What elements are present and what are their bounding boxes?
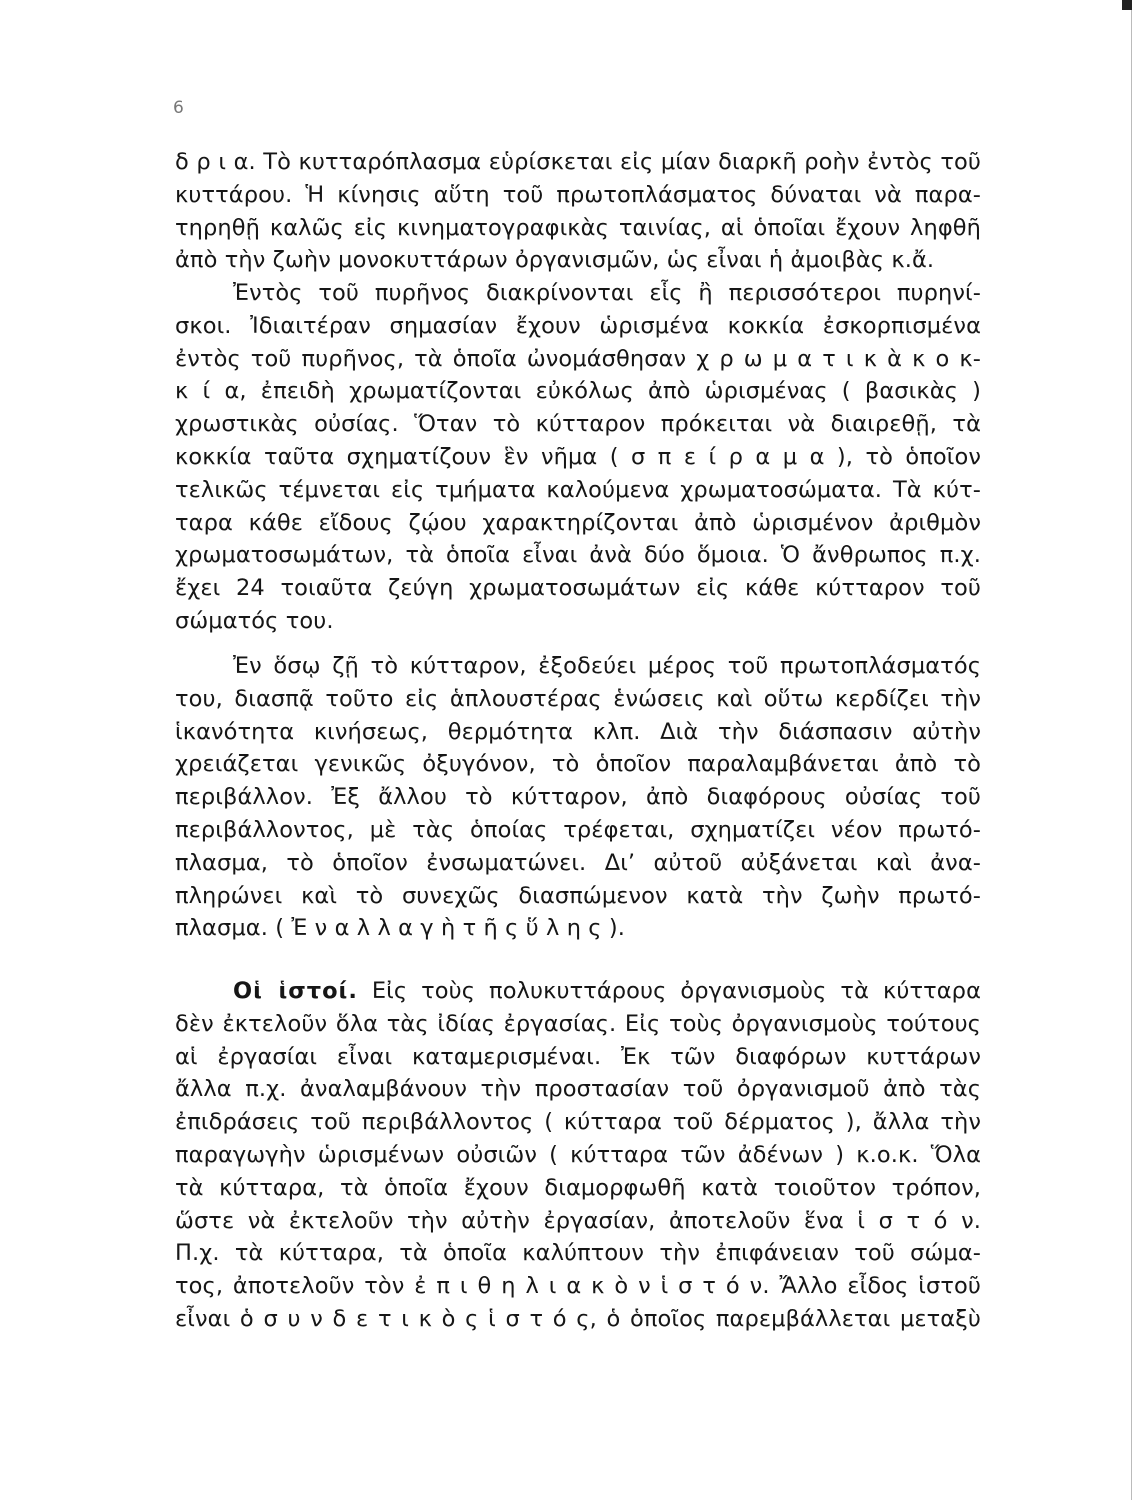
text-line: παραγωγὴν ὡρισμένων οὐσιῶν ( κύτταρα τῶν ἀδένων ) κ.ο.κ. Ὅλα bbox=[175, 1141, 981, 1168]
section-heading: Οἱ ἱστοί. bbox=[233, 978, 358, 1004]
paragraph-2 bbox=[175, 277, 981, 638]
text-line: ἀπὸ τὴν ζωὴν μονοκυττάρων ὀργανισμῶν, ὡς εἶναι ἡ ἀμοιβὰς κ.ἄ. bbox=[175, 247, 935, 274]
text-line: σκοι. Ἰδιαιτέραν σημασίαν ἔχουν ὡρισμένα κοκκία ἐσκορπισμένα bbox=[175, 312, 981, 339]
text-line: τος, ἀποτελοῦν τὸν ἐ π ι θ η λ ι α κ ὸ ν ἱ σ τ ό ν. Ἄλλο εἶδος ἱστοῦ bbox=[175, 1273, 981, 1300]
text-line: Ἐν ὅσῳ ζῇ τὸ κύτταρον, ἐξοδεύει μέρος τοῦ πρωτοπλάσματός bbox=[233, 653, 981, 679]
text-line: τὰ κύτταρα, τὰ ὁποῖα ἔχουν διαμορφωθῆ κατὰ τοιοῦτον τρόπον, bbox=[175, 1174, 981, 1201]
text-line: ὥστε νὰ ἐκτελοῦν τὴν αὐτὴν ἐργασίαν, ἀποτελοῦν ἕνα ἱ σ τ ό ν. bbox=[175, 1207, 981, 1234]
text-line: ταρα κάθε εἴδους ζῴου χαρακτηρίζονται ἀπὸ ὡρισμένον ἀριθμὸν bbox=[175, 509, 981, 536]
text-line: τελικῶς τέμνεται εἰς τμήματα καλούμενα χρωματοσώματα. Τὰ κύτ- bbox=[175, 476, 981, 503]
text-line: χρειάζεται γενικῶς ὀξυγόνον, τὸ ὁποῖον παραλαμβάνεται ἀπὸ τὸ bbox=[175, 751, 981, 778]
text-line: πληρώνει καὶ τὸ συνεχῶς διασπώμενον κατὰ τὴν ζωὴν πρωτό- bbox=[175, 882, 981, 909]
text-line: Ἐντὸς τοῦ πυρῆνος διακρίνονται εἷς ἢ περισσότεροι πυρηνί- bbox=[233, 280, 981, 306]
text-line: περιβάλλον. Ἐξ ἄλλου τὸ κύτταρον, ἀπὸ διαφόρους οὐσίας τοῦ bbox=[175, 784, 981, 811]
text-line: του, διασπᾷ τοῦτο εἰς ἁπλουστέρας ἑνώσεις καὶ οὕτω κερδίζει τὴν bbox=[175, 685, 981, 712]
text-line: εἶναι ὁ σ υ ν δ ε τ ι κ ὸ ς ἱ σ τ ό ς, ὁ ὁποῖος παρεμβάλλεται μεταξὺ bbox=[175, 1305, 981, 1332]
scan-corner-mark bbox=[1122, 0, 1132, 10]
section-first-line-text: Εἰς τοὺς πολυκυττάρους ὀργανισμοὺς τὰ κύτταρα bbox=[371, 978, 981, 1004]
text-line: Π.χ. τὰ κύτταρα, τὰ ὁποῖα καλύπτουν τὴν ἐπιφάνειαν τοῦ σώμα- bbox=[175, 1240, 981, 1267]
text-line: πλασμα, τὸ ὁποῖον ἐνσωματώνει. Δι’ αὐτοῦ αὐξάνεται καὶ ἀνα- bbox=[175, 849, 981, 876]
paragraph-3 bbox=[175, 650, 981, 945]
text-line: ἐπιδράσεις τοῦ περιβάλλοντος ( κύτταρα τοῦ δέρματος ), ἄλλα τὴν bbox=[175, 1109, 981, 1136]
text-line: δὲν ἐκτελοῦν ὅλα τὰς ἰδίας ἐργασίας. Εἰς τοὺς ὀργανισμοὺς τούτους bbox=[175, 1010, 981, 1037]
text-line: κοκκία ταῦτα σχηματίζουν ἓν νῆμα ( σ π ε ί ρ α μ α ), τὸ ὁποῖον bbox=[175, 443, 981, 470]
text-line: δ ρ ι α. Τὸ κυτταρόπλασμα εὑρίσκεται εἰς μίαν διαρκῆ ροὴν ἐντὸς τοῦ bbox=[175, 149, 981, 175]
paragraph-1 bbox=[175, 146, 981, 277]
text-line: χρωστικὰς οὐσίας. Ὅταν τὸ κύτταρον πρόκειται νὰ διαιρεθῇ, τὰ bbox=[175, 411, 981, 438]
text-line: χρωματοσωμάτων, τὰ ὁποῖα εἶναι ἀνὰ δύο ὅμοια. Ὁ ἄνθρωπος π.χ. bbox=[175, 542, 981, 569]
text-line: περιβάλλοντος, μὲ τὰς ὁποίας τρέφεται, σχηματίζει νέον πρωτό- bbox=[175, 816, 981, 843]
page-number: 6 bbox=[173, 98, 184, 118]
text-line: κυττάρου. Ἡ κίνησις αὕτη τοῦ πρωτοπλάσματος δύναται νὰ παρα- bbox=[175, 181, 981, 208]
text-line: πλασμα. ( Ἐ ν α λ λ α γ ὴ τ ῆ ς ὕ λ η ς ). bbox=[175, 915, 625, 942]
section-first-line bbox=[175, 975, 981, 1008]
text-line: τηρηθῇ καλῶς εἰς κινηματογραφικὰς ταινίας, αἱ ὁποῖαι ἔχουν ληφθῆ bbox=[175, 214, 981, 241]
text-line: ἄλλα π.χ. ἀναλαμβάνουν τὴν προστασίαν τοῦ ὀργανισμοῦ ἀπὸ τὰς bbox=[175, 1076, 981, 1103]
text-line: σώματός του. bbox=[175, 607, 334, 634]
text-line: ἐντὸς τοῦ πυρῆνος, τὰ ὁποῖα ὠνομάσθησαν χ ρ ω μ α τ ι κ ὰ κ ο κ- bbox=[175, 345, 981, 372]
text-line: ἔχει 24 τοιαῦτα ζεύγη χρωματοσωμάτων εἰς κάθε κύτταρον τοῦ bbox=[175, 575, 981, 602]
section-tissues bbox=[175, 975, 981, 1336]
text-line: αἱ ἐργασίαι εἶναι καταμερισμέναι. Ἐκ τῶν διαφόρων κυττάρων bbox=[175, 1043, 981, 1070]
text-line: ἱκανότητα κινήσεως, θερμότητα κλπ. Διὰ τὴν διάσπασιν αὐτὴν bbox=[175, 718, 981, 745]
text-line: κ ί α, ἐπειδὴ χρωματίζονται εὐκόλως ἀπὸ ὡρισμένας ( βασικὰς ) bbox=[175, 378, 981, 405]
